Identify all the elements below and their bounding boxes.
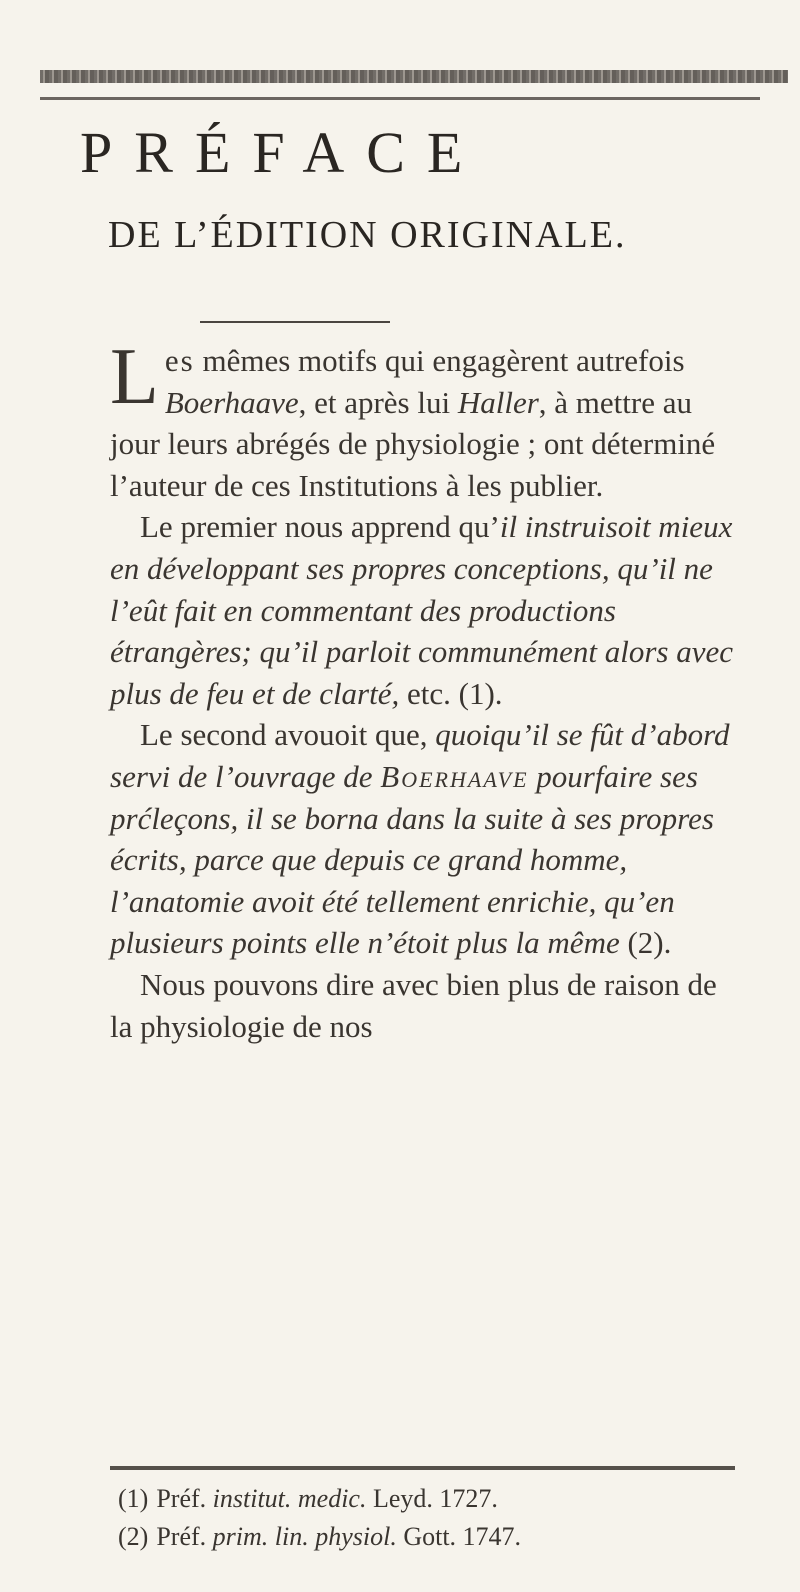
drop-cap: L: [110, 333, 159, 421]
footnote-divider: [110, 1466, 735, 1470]
paragraph-4: Nous pouvons dire avec bien plus de raison de la physiologie de nos: [110, 966, 717, 1044]
page-subtitle: DE L’ÉDITION ORIGINALE.: [108, 214, 627, 256]
page-title: PRÉFACE: [80, 120, 485, 185]
header-thin-rule: [40, 97, 760, 100]
title-divider: [200, 321, 390, 323]
footnote-2: (2) Préf. prim. lin. physiol. Gott. 1747.: [118, 1522, 522, 1551]
header-ornament-rule: [40, 70, 788, 83]
paragraph-1: Les mêmes motifs qui engagèrent autrefois Boerhaave, et après lui Haller, à mettre au jour leurs abrégés de physiologie ; ont déterminé l’auteur de ces Institutions à les publier.: [110, 333, 716, 503]
footnotes: [118, 1480, 758, 1556]
footnote-1: (1) Préf. institut. medic. Leyd. 1727.: [118, 1484, 498, 1513]
lead-word: es: [164, 343, 195, 378]
paragraph-3: Le second avouoit que, quoiqu’il se fût d’abord servi de l’ouvrage de Boerhaave pourfaire ses prćleçons, il se borna dans la suite à ses propres écrits, parce que depuis ce grand homme, l’anatomie avoit été tellement enrichie, qu’en plusieurs points elle n’étoit plus la même (2).: [110, 717, 730, 961]
name-boerhaave: Boerhaave: [164, 384, 299, 420]
body-text: [110, 333, 735, 1047]
paragraph-2: Le premier nous apprend qu’il instruisoit mieux en développant ses propres conceptions, qu’il ne l’eût fait en commentant des productions étrangères; qu’il parloit communément alors avec plus de feu et de clarté, etc. (1).: [110, 509, 734, 711]
name-haller: Haller: [457, 384, 539, 420]
name-boerhaave-smallcaps: Boerhaave: [380, 758, 529, 794]
